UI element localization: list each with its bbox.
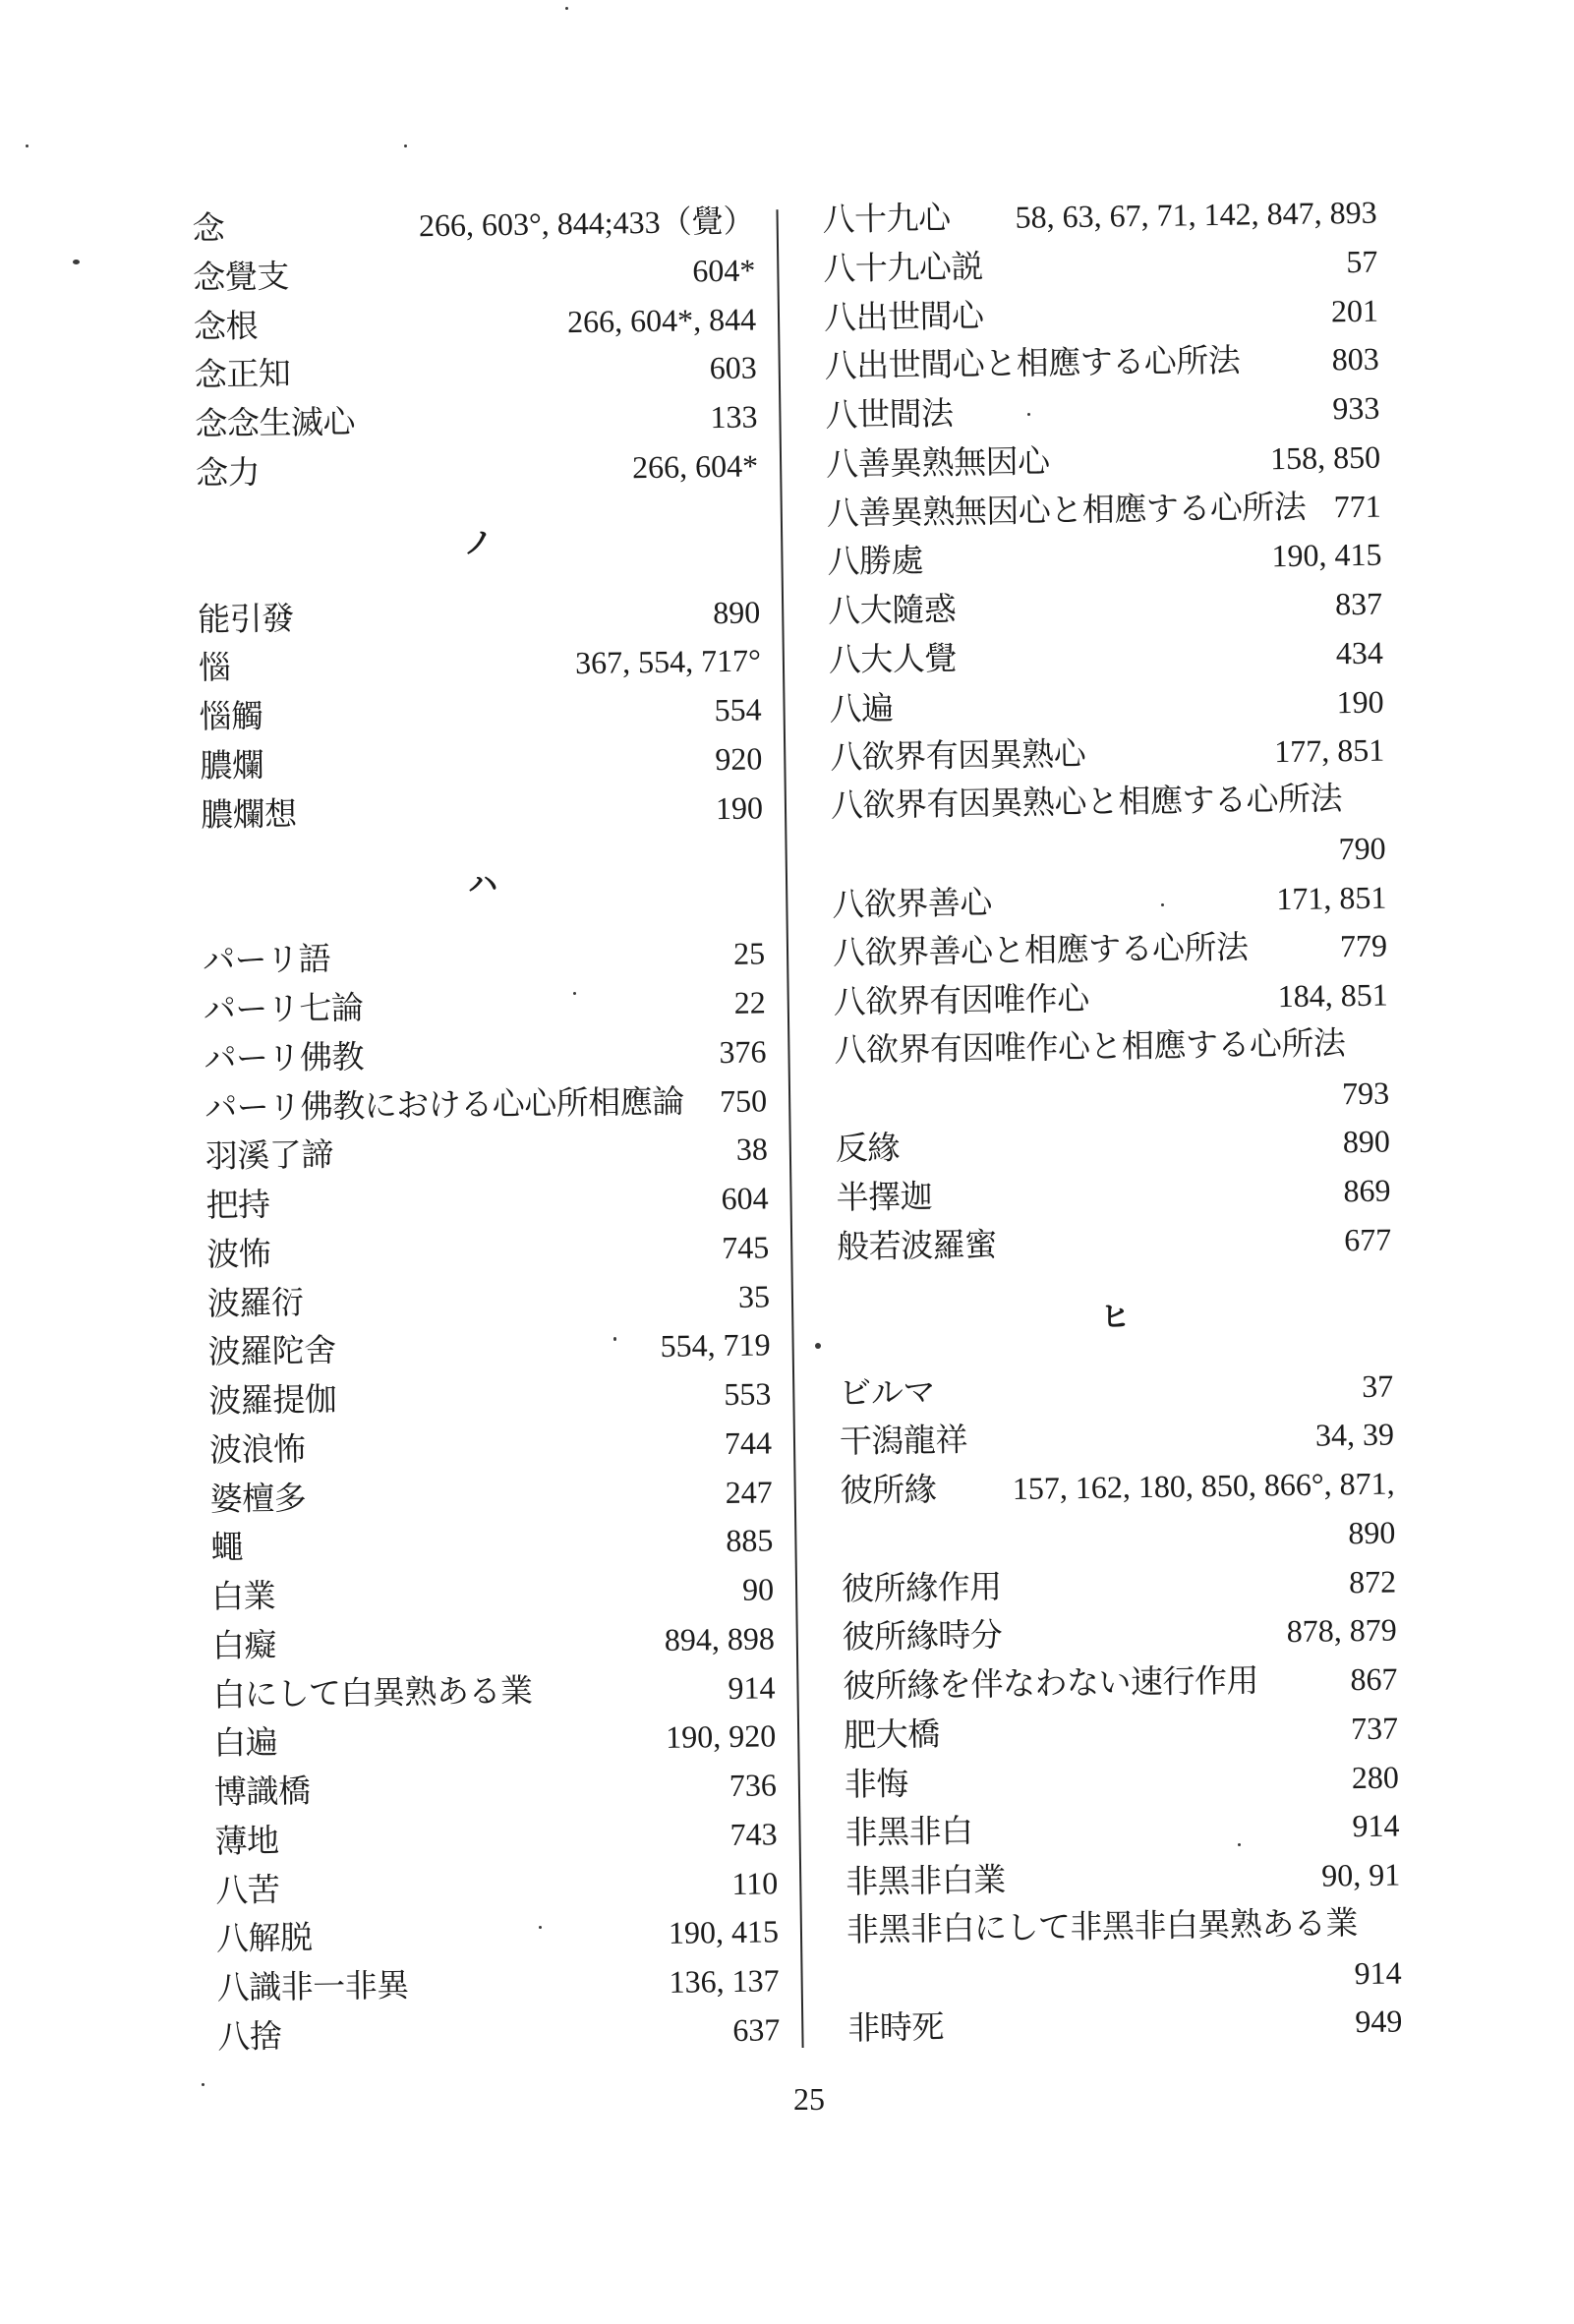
page-references: 745: [721, 1229, 770, 1265]
index-term: 膿爛想: [200, 796, 297, 834]
page-references: 604*: [692, 252, 756, 289]
index-entry: [823, 237, 1378, 294]
index-entry: [836, 1167, 1391, 1224]
page-references: 779: [1339, 927, 1388, 964]
index-entry: [829, 628, 1384, 685]
index-entry: [840, 1411, 1395, 1468]
page-references: 737: [1350, 1710, 1399, 1746]
page-references: 750: [719, 1081, 768, 1119]
page-references: 878, 879: [1286, 1611, 1397, 1650]
index-term: 非黑非白にして非黑非白異熟ある業: [845, 1905, 1359, 1949]
index-entry: [832, 873, 1387, 930]
index-term: 八世間法: [825, 396, 954, 435]
left-index-column: [192, 198, 780, 2063]
scan-speck: [565, 7, 568, 10]
page-references: 22: [733, 984, 767, 1020]
index-term: 非黑非白: [845, 1814, 973, 1852]
index-entry: [828, 580, 1383, 637]
page-references: 190: [1336, 683, 1384, 720]
page-references: 793: [1341, 1075, 1390, 1111]
index-entry: [195, 392, 758, 449]
index-entry: [842, 1557, 1397, 1614]
index-term: ビルマ: [839, 1374, 936, 1412]
index-entry: [207, 1321, 771, 1378]
index-term: パーリ佛教における心心所相應論: [204, 1084, 684, 1127]
index-entry: [844, 1704, 1399, 1761]
index-term: 八欲界有因唯作心と相應する心所法: [834, 1025, 1346, 1070]
index-term: 膿爛: [200, 748, 264, 785]
page-references: 554, 719: [660, 1326, 771, 1365]
page-references: 136, 137: [669, 1962, 780, 2000]
index-entry: [205, 1126, 769, 1183]
page-references: 872: [1348, 1563, 1397, 1599]
index-entry: [217, 2005, 781, 2063]
index-term: 八解脱: [215, 1921, 313, 1958]
page-references: 743: [729, 1816, 778, 1852]
index-entry: [826, 433, 1381, 490]
index-entry: [204, 1076, 768, 1133]
index-entry: [845, 1753, 1400, 1810]
page-references: 266, 603°, 844;433（覺）: [418, 203, 755, 244]
index-entry: [194, 295, 757, 352]
page-references: 603: [709, 349, 757, 386]
index-term: 能引發: [198, 601, 295, 638]
index-term: 博識橋: [213, 1773, 311, 1812]
index-content: [163, 168, 1429, 2151]
index-entry: [199, 685, 762, 742]
index-entry: [825, 384, 1380, 441]
index-entry: [213, 1713, 777, 1770]
index-term: 非悔: [844, 1766, 909, 1803]
page-references: 90: [741, 1571, 775, 1607]
page-references: 376: [719, 1033, 767, 1070]
index-entry: [211, 1565, 775, 1622]
index-entry: [845, 1850, 1401, 1907]
index-entry: [837, 1215, 1392, 1272]
index-term: 念念生滅心: [195, 405, 356, 443]
index-term: 惱觸: [199, 699, 263, 736]
page-references: 885: [726, 1522, 774, 1559]
index-term: 白業: [210, 1579, 276, 1616]
index-term: 蠅: [210, 1531, 244, 1567]
page-references: 914: [1352, 1807, 1400, 1844]
page-references: 434: [1335, 634, 1384, 671]
index-entry: [206, 1223, 770, 1280]
index-term: 念力: [195, 455, 261, 493]
index-term: 八出世間心: [823, 298, 984, 337]
index-entry: [840, 1460, 1395, 1517]
index-term: 白にして白異熟ある業: [212, 1673, 533, 1714]
index-entry: [843, 1656, 1398, 1713]
index-term: 羽溪了諦: [204, 1137, 334, 1176]
index-entry-continuation: [835, 1069, 1390, 1126]
page-references: 177, 851: [1273, 731, 1385, 770]
page-references: 190, 415: [1271, 536, 1382, 574]
page-references: 554: [714, 691, 762, 728]
page-references: 190, 920: [665, 1717, 777, 1756]
index-entry: [833, 922, 1388, 979]
index-entry: [203, 978, 766, 1035]
page-references: 790: [1338, 830, 1386, 867]
index-term: 非黑非白業: [845, 1863, 1007, 1901]
page-references: 37: [1362, 1367, 1394, 1404]
index-entry: [208, 1369, 772, 1426]
page-references: 34, 39: [1314, 1416, 1395, 1453]
index-term: 白遍: [212, 1725, 278, 1763]
page-references: 803: [1331, 340, 1379, 378]
index-term: 八欲界有因異熟心と相應する心所法: [830, 782, 1343, 825]
index-term: 八大人覺: [828, 641, 958, 679]
index-entry: [199, 637, 762, 694]
index-entry: [836, 1118, 1391, 1175]
index-entry: [822, 189, 1377, 246]
index-term: 波羅陀舍: [207, 1333, 336, 1371]
page-references: 637: [732, 2011, 781, 2048]
page-references: 890: [1348, 1514, 1396, 1550]
index-term: 半擇迦: [836, 1180, 933, 1217]
index-term: 八十九心: [822, 201, 951, 239]
page-references: 367, 554, 717°: [574, 642, 762, 681]
page-references: 949: [1355, 2003, 1403, 2040]
index-term: 八善異熟無因心と相應する心所法: [826, 490, 1307, 533]
page-references: 201: [1330, 292, 1379, 328]
page-references: 677: [1343, 1221, 1392, 1257]
index-entry: [198, 588, 761, 645]
index-entry: [205, 1174, 769, 1231]
index-term: 彼所緣時分: [842, 1618, 1003, 1656]
index-entry: [209, 1419, 773, 1476]
page-references: 171, 851: [1276, 879, 1387, 916]
index-entry: [207, 1272, 771, 1329]
index-term: 肥大橋: [843, 1716, 940, 1755]
column-divider: [776, 209, 803, 2048]
index-term: 波羅衍: [206, 1285, 304, 1322]
index-term: 八出世間心と相應する心所法: [824, 343, 1241, 385]
index-term: パーリ七論: [203, 991, 364, 1029]
index-term: 把持: [205, 1188, 270, 1225]
index-term: 婆檀多: [209, 1481, 307, 1518]
page-references: 190: [715, 788, 764, 826]
page-references: 38: [735, 1131, 769, 1168]
right-index-column: [822, 189, 1402, 2055]
page-references: 604: [721, 1180, 769, 1217]
index-term: 八苦: [215, 1872, 280, 1909]
index-term: パーリ佛教: [204, 1039, 365, 1078]
index-entry: [200, 734, 763, 791]
index-entry: [204, 1027, 767, 1084]
page-references: 157, 162, 180, 850, 866°, 871,: [1012, 1465, 1395, 1506]
index-term: 八欲界善心と相應する心所法: [832, 930, 1249, 972]
index-term: 惱: [198, 651, 231, 687]
index-entry-continuation: [846, 1948, 1402, 2005]
index-term: 八欲界有因唯作心: [833, 981, 1090, 1021]
page-references: 110: [731, 1864, 779, 1901]
index-entry: [216, 1956, 780, 2013]
page-references: 280: [1351, 1759, 1400, 1795]
index-entry: [194, 344, 757, 401]
page-references: 133: [710, 398, 758, 436]
index-entry: [201, 784, 764, 841]
page-references: 90, 91: [1320, 1856, 1401, 1893]
index-entry: [214, 1761, 778, 1818]
section-heading: ノ: [462, 526, 494, 560]
section-heading: ヒ: [1100, 1300, 1131, 1334]
index-term: パーリ語: [202, 942, 331, 980]
page-references: 184, 851: [1277, 976, 1388, 1015]
index-entry: [210, 1517, 774, 1574]
index-entry: [212, 1614, 776, 1671]
index-term: 非時死: [847, 2010, 945, 2048]
index-entry: [214, 1810, 778, 1867]
index-term: 反緣: [835, 1131, 901, 1168]
index-term: 彼所緣を伴なわない速行作用: [843, 1663, 1259, 1706]
index-term: 彼所緣作用: [841, 1569, 1002, 1607]
index-entry: [192, 198, 755, 255]
index-entry-continuation: [831, 824, 1386, 881]
index-entry: [833, 971, 1388, 1028]
index-term: 八善異熟無因心: [825, 444, 1050, 484]
page-references: 158, 850: [1269, 438, 1381, 476]
page-references: 247: [725, 1473, 773, 1510]
index-entry: [215, 1859, 779, 1916]
page-references: 771: [1333, 488, 1382, 524]
index-entry: [831, 776, 1386, 833]
page-number: 25: [793, 2081, 825, 2117]
index-entry: [842, 1606, 1397, 1663]
page-references: 35: [737, 1277, 771, 1314]
page-references: 894, 898: [664, 1620, 776, 1657]
index-entry: [834, 1019, 1389, 1076]
index-entry-continuation: [841, 1508, 1396, 1565]
index-entry: [839, 1362, 1394, 1419]
index-entry: [824, 335, 1379, 392]
index-term: 八欲界善心: [832, 885, 993, 923]
index-term: 八大隨惑: [827, 592, 957, 630]
index-term: 八識非一非異: [216, 1968, 409, 2007]
index-term: 念正知: [194, 357, 291, 394]
page-references: 58, 63, 67, 71, 142, 847, 893: [1015, 194, 1377, 235]
index-term: 念: [192, 211, 225, 248]
page-references: 867: [1350, 1660, 1398, 1698]
index-entry: [830, 726, 1385, 784]
index-entry: [826, 482, 1381, 539]
page-references: 890: [1342, 1123, 1391, 1160]
index-term: 八十九心説: [823, 250, 984, 288]
index-entry: [827, 531, 1382, 588]
index-entry: [196, 441, 759, 498]
index-entry: [193, 246, 756, 303]
index-term: 八捨: [217, 2019, 282, 2057]
index-entry: [209, 1468, 773, 1525]
index-entry: [216, 1908, 780, 1965]
index-term: 彼所緣: [840, 1473, 937, 1510]
scan-speck: [404, 145, 407, 147]
page-references: 933: [1332, 389, 1380, 427]
index-term: 波浪怖: [208, 1431, 306, 1470]
index-term: 干潟龍祥: [839, 1423, 968, 1461]
index-term: 薄地: [214, 1824, 279, 1861]
index-entry: [829, 677, 1384, 734]
page-references: 837: [1334, 585, 1383, 622]
index-term: 白癡: [211, 1628, 277, 1665]
index-term: 般若波羅蜜: [836, 1227, 997, 1266]
page-references: 190, 415: [668, 1913, 780, 1951]
index-entry: [846, 1899, 1402, 1956]
page-references: 914: [1354, 1953, 1402, 1991]
index-entry: [203, 930, 766, 987]
index-term: 八欲界有因異熟心: [830, 737, 1086, 777]
index-entry: [824, 286, 1379, 343]
section-heading: ハ: [467, 868, 498, 901]
page-references: 736: [729, 1767, 778, 1804]
page-references: 266, 604*: [631, 447, 759, 486]
page-references: 744: [724, 1424, 773, 1461]
index-term: 念根: [193, 309, 259, 345]
page-references: 553: [724, 1375, 772, 1413]
index-term: 波羅提伽: [208, 1382, 337, 1421]
scan-speck: [73, 260, 80, 264]
scan-speck: [26, 145, 29, 147]
page-references: 266, 604*, 844: [566, 300, 757, 339]
index-term: 八勝處: [827, 544, 924, 581]
index-term: 念覺支: [193, 259, 290, 297]
page-references: 869: [1343, 1172, 1391, 1209]
page-references: 914: [728, 1668, 776, 1706]
page-references: 25: [732, 935, 766, 972]
index-entry: [845, 1802, 1400, 1859]
index-term: 波怖: [206, 1237, 271, 1274]
index-term: 八遍: [829, 691, 894, 727]
index-entry: [212, 1663, 776, 1720]
page-references: 920: [715, 740, 763, 777]
page-references: 890: [712, 593, 761, 630]
index-entry: [847, 1998, 1403, 2055]
page-references: 57: [1346, 243, 1378, 279]
